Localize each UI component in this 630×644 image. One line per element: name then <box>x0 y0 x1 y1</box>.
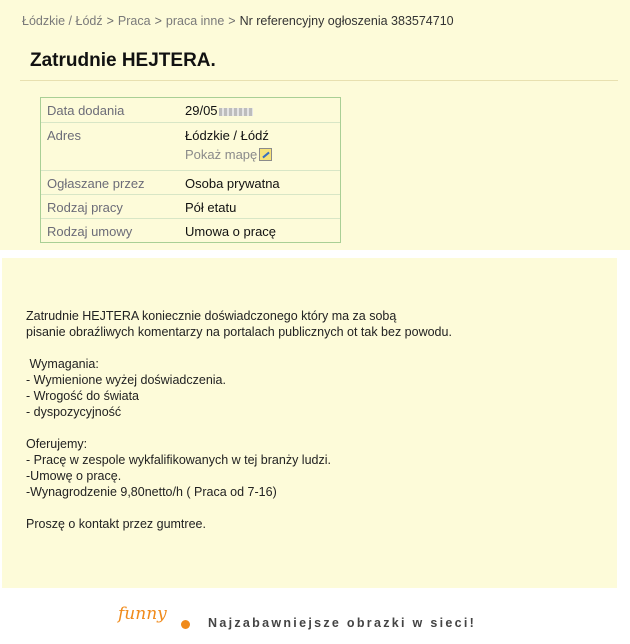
description-intro-line: Zatrudnie HEJTERA koniecznie doświadczonego który ma za sobą <box>26 309 397 323</box>
listing-description <box>26 308 606 532</box>
breadcrumb-separator: > <box>154 14 162 28</box>
detail-label-date: Data dodania <box>47 103 125 118</box>
page-title: Zatrudnie HEJTERA. <box>30 50 216 71</box>
offer-item: - Pracę w zespole wykfalifikowanych w tej branży ludzi. <box>26 453 331 467</box>
detail-label-address: Adres <box>47 128 81 143</box>
offer-item: -Wynagrodzenie 9,80netto/h ( Praca od 7-16) <box>26 485 277 499</box>
detail-value-work-type: Pół etatu <box>185 200 237 215</box>
detail-label-posted-by: Ogłaszane przez <box>47 176 145 191</box>
description-closing: Proszę o kontakt przez gumtree. <box>26 517 206 531</box>
breadcrumb-item-category[interactable]: Praca <box>117 14 151 28</box>
description-intro-line: pisanie obraźliwych komentarzy na portalach publicznych ot tak bez powodu. <box>26 325 452 339</box>
listing-details-table <box>40 97 341 243</box>
breadcrumb-separator: > <box>106 14 114 28</box>
title-divider <box>20 80 618 81</box>
detail-value-date: 29/05 <box>185 103 253 118</box>
detail-row-work-type <box>41 194 340 219</box>
redacted-mark <box>219 108 253 116</box>
requirement-item: - dyspozycyjność <box>26 405 122 419</box>
breadcrumb-separator: > <box>228 14 236 28</box>
requirements-heading: Wymagania: <box>26 357 99 371</box>
site-tagline: Najzabawniejsze obrazki w sieci! <box>208 616 477 630</box>
breadcrumb-item-region[interactable]: Łódzkie / Łódź <box>22 14 103 28</box>
detail-label-contract: Rodzaj umowy <box>47 224 133 239</box>
detail-row-posted-by <box>41 170 340 195</box>
logo-dot-icon <box>181 620 190 629</box>
site-logo: funny <box>118 604 167 624</box>
detail-label-work-type: Rodzaj pracy <box>47 200 123 215</box>
requirement-item: - Wymienione wyżej doświadczenia. <box>26 373 226 387</box>
breadcrumb-item-subcategory[interactable]: praca inne <box>165 14 225 28</box>
detail-row-date <box>41 98 340 122</box>
detail-row-contract <box>41 218 340 243</box>
detail-value-contract: Umowa o pracę <box>185 224 277 239</box>
breadcrumb-current: Nr referencyjny ogłoszenia 383574710 <box>239 14 454 28</box>
requirement-item: - Wrogość do świata <box>26 389 140 403</box>
offer-heading: Oferujemy: <box>26 437 88 451</box>
detail-value-address: Łódzkie / Łódź <box>185 128 269 143</box>
show-map-link[interactable]: Pokaż mapę <box>185 147 272 162</box>
detail-value-posted-by: Osoba prywatna <box>185 176 280 191</box>
detail-row-address <box>41 122 340 171</box>
map-icon[interactable] <box>259 148 272 161</box>
offer-item: -Umowę o pracę. <box>26 469 122 483</box>
breadcrumb <box>22 14 454 28</box>
